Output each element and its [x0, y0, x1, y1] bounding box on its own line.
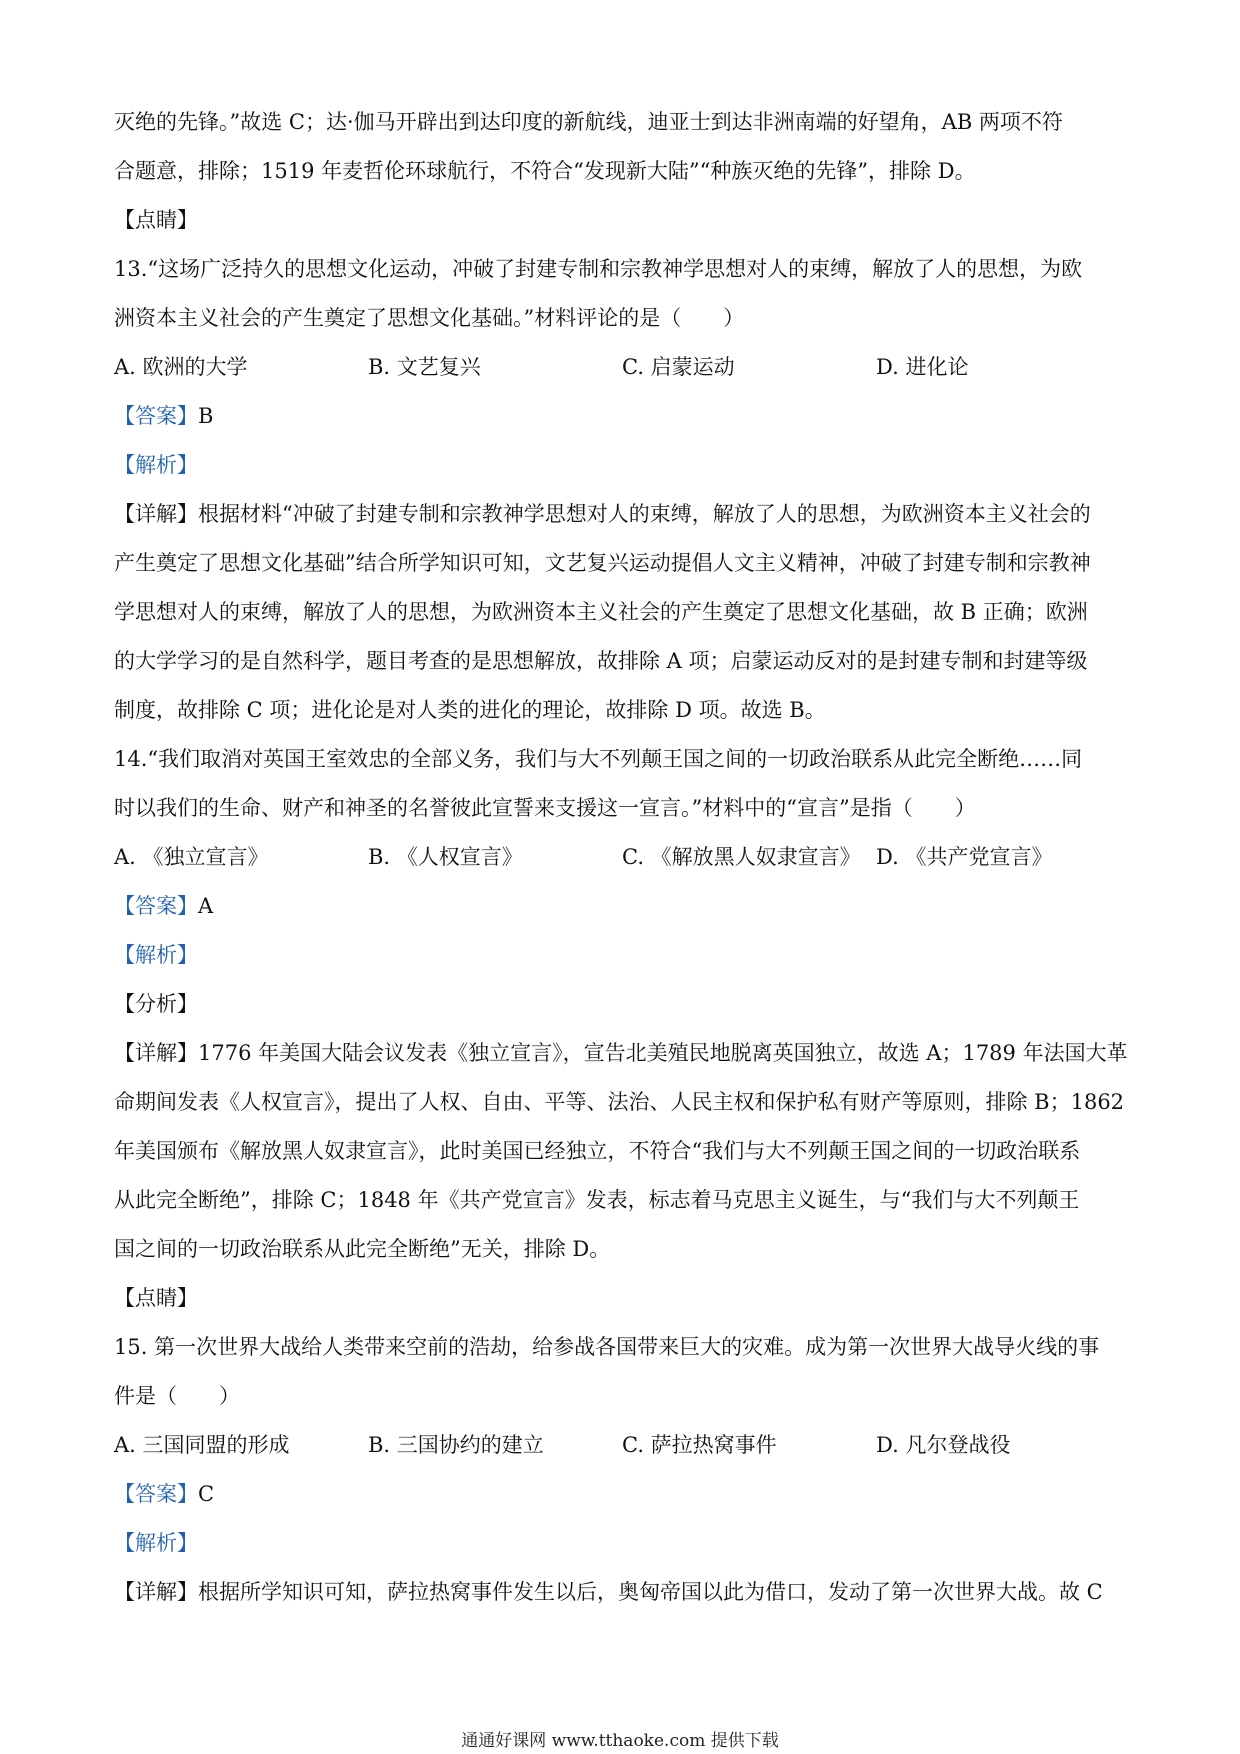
q13-stem-line: 13.“这场广泛持久的思想文化运动，冲破了封建专制和宗教神学思想对人的束缚，解放了人的思想，为欧	[114, 257, 1083, 281]
dianjing-label: 【点睛】	[114, 1286, 198, 1310]
q15-option-c: C. 萨拉热窝事件	[622, 1433, 777, 1457]
q14-answer-value: A	[198, 894, 214, 918]
page-footer: 通通好课网 www.tthaoke.com 提供下载	[461, 1731, 779, 1751]
q14-option-d: D. 《共产党宣言》	[876, 845, 1053, 869]
text-line: 灭绝的先锋。”故选 C；达·伽马开辟出到达印度的新航线，迪亚士到达非洲南端的好望角，AB 两项不符	[114, 110, 1063, 134]
text-line: 合题意，排除；1519 年麦哲伦环球航行，不符合“发现新大陆”“种族灭绝的先锋”，排除 D。	[114, 159, 976, 183]
detail-label: 【详解】	[114, 502, 198, 526]
answer-label: 【答案】	[114, 894, 198, 918]
dianjing-label: 【点睛】	[114, 208, 198, 232]
q13-detail-text: 根据材料“冲破了封建专制和宗教神学思想对人的束缚，解放了人的思想，为欧洲资本主义社会的	[198, 502, 1091, 526]
detail-label: 【详解】	[114, 1580, 198, 1604]
q13-answer-value: B	[198, 404, 214, 428]
q14-option-c: C. 《解放黑人奴隶宣言》	[622, 845, 861, 869]
q15-option-a: A. 三国同盟的形成	[114, 1433, 290, 1457]
q13-stem-line: 洲资本主义社会的产生奠定了思想文化基础。”材料评论的是（ ）	[114, 306, 745, 330]
q15-detail-line	[114, 1568, 1130, 1617]
q14-detail-line: 命期间发表《人权宣言》，提出了人权、自由、平等、法治、人民主权和保护私有财产等原则，排除 B；1862	[114, 1090, 1125, 1114]
q15-detail-text: 根据所学知识可知，萨拉热窝事件发生以后，奥匈帝国以此为借口，发动了第一次世界大战。故 C	[198, 1580, 1103, 1604]
q13-detail-line: 制度，故排除 C 项；进化论是对人类的进化的理论，故排除 D 项。故选 B。	[114, 698, 826, 722]
q14-fenxi-label: 【分析】	[114, 992, 198, 1016]
q13-option-d: D. 进化论	[876, 355, 969, 379]
q13-detail-line: 产生奠定了思想文化基础”结合所学知识可知，文艺复兴运动提倡人文主义精神，冲破了封建专制和宗教神	[114, 551, 1091, 575]
q13-option-c: C. 启蒙运动	[622, 355, 735, 379]
q14-detail-line: 国之间的一切政治联系从此完全断绝”无关，排除 D。	[114, 1237, 611, 1261]
q14-options	[114, 833, 1130, 882]
q14-detail-line	[114, 1029, 1130, 1078]
q13-detail-line	[114, 490, 1130, 539]
q14-option-b: B. 《人权宣言》	[368, 845, 523, 869]
page-content	[114, 98, 1130, 1617]
q13-option-b: B. 文艺复兴	[368, 355, 481, 379]
q15-stem-line: 件是（ ）	[114, 1384, 240, 1408]
q13-answer	[114, 392, 1130, 441]
q15-option-b: B. 三国协约的建立	[368, 1433, 544, 1457]
q14-stem-line: 时以我们的生命、财产和神圣的名誉彼此宣誓来支援这一宣言。”材料中的“宣言”是指（ ）	[114, 796, 976, 820]
q14-detail-line: 从此完全断绝”，排除 C；1848 年《共产党宣言》发表，标志着马克思主义诞生，与“我们与大不列颠王	[114, 1188, 1080, 1212]
q14-stem-line: 14.“我们取消对英国王室效忠的全部义务，我们与大不列颠王国之间的一切政治联系从此完全断绝……同	[114, 747, 1083, 771]
q15-answer-value: C	[198, 1482, 215, 1506]
q14-option-a: A. 《独立宣言》	[114, 845, 269, 869]
q15-option-d: D. 凡尔登战役	[876, 1433, 1011, 1457]
answer-label: 【答案】	[114, 1482, 198, 1506]
q15-answer	[114, 1470, 1130, 1519]
q13-detail-line: 学思想对人的束缚，解放了人的思想，为欧洲资本主义社会的产生奠定了思想文化基础，故 B 正确；欧洲	[114, 600, 1088, 624]
q14-detail-line: 年美国颁布《解放黑人奴隶宣言》，此时美国已经独立，不符合“我们与大不列颠王国之间的一切政治联系	[114, 1139, 1081, 1163]
q14-detail-text: 1776 年美国大陆会议发表《独立宣言》，宣告北美殖民地脱离英国独立，故选 A；1789 年法国大革	[198, 1041, 1128, 1065]
q14-answer	[114, 882, 1130, 931]
q15-stem-line: 15. 第一次世界大战给人类带来空前的浩劫，给参战各国带来巨大的灾难。成为第一次世界大战导火线的事	[114, 1335, 1100, 1359]
detail-label: 【详解】	[114, 1041, 198, 1065]
q15-analysis-label: 【解析】	[114, 1531, 198, 1555]
q13-option-a: A. 欧洲的大学	[114, 355, 248, 379]
q15-options	[114, 1421, 1130, 1470]
q13-detail-line: 的大学学习的是自然科学，题目考查的是思想解放，故排除 A 项；启蒙运动反对的是封建专制和封建等级	[114, 649, 1088, 673]
q13-analysis-label: 【解析】	[114, 453, 198, 477]
q13-options	[114, 343, 1130, 392]
answer-label: 【答案】	[114, 404, 198, 428]
q14-analysis-label: 【解析】	[114, 943, 198, 967]
